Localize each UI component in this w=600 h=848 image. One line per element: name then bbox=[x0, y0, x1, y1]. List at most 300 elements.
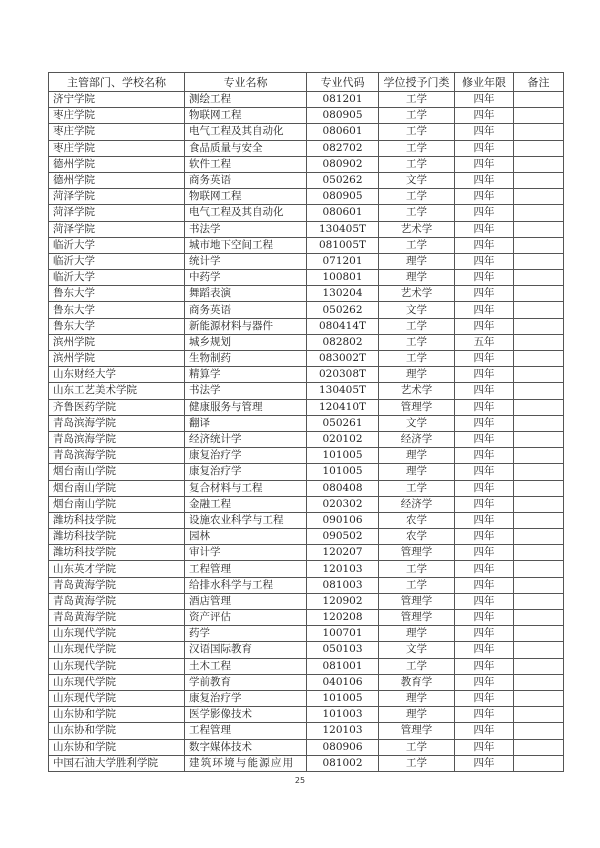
table-row bbox=[49, 124, 564, 140]
cell-duration: 四年 bbox=[455, 172, 514, 188]
cell-code: 081001 bbox=[307, 658, 379, 674]
cell-code: 090106 bbox=[307, 512, 379, 528]
cell-school: 潍坊科技学院 bbox=[49, 512, 185, 528]
table-row bbox=[49, 707, 564, 723]
cell-school: 鲁东大学 bbox=[49, 286, 185, 302]
majors-table bbox=[48, 72, 564, 772]
cell-school: 德州学院 bbox=[49, 156, 185, 172]
cell-notes bbox=[514, 318, 564, 334]
cell-notes bbox=[514, 221, 564, 237]
cell-major: 康复治疗学 bbox=[185, 464, 307, 480]
table-row bbox=[49, 626, 564, 642]
table-row bbox=[49, 448, 564, 464]
cell-major: 精算学 bbox=[185, 367, 307, 383]
cell-notes bbox=[514, 610, 564, 626]
table-row bbox=[49, 286, 564, 302]
cell-major: 舞蹈表演 bbox=[185, 286, 307, 302]
cell-degree: 理学 bbox=[379, 707, 455, 723]
cell-degree: 农学 bbox=[379, 512, 455, 528]
cell-degree: 工学 bbox=[379, 577, 455, 593]
cell-duration: 四年 bbox=[455, 302, 514, 318]
cell-code: 081201 bbox=[307, 92, 379, 108]
cell-notes bbox=[514, 755, 564, 771]
cell-code: 080601 bbox=[307, 205, 379, 221]
cell-duration: 四年 bbox=[455, 253, 514, 269]
cell-school: 临沂大学 bbox=[49, 253, 185, 269]
cell-notes bbox=[514, 367, 564, 383]
cell-school: 山东协和学院 bbox=[49, 707, 185, 723]
cell-notes bbox=[514, 739, 564, 755]
cell-code: 120902 bbox=[307, 593, 379, 609]
cell-school: 潍坊科技学院 bbox=[49, 529, 185, 545]
cell-code: 050261 bbox=[307, 415, 379, 431]
cell-code: 120207 bbox=[307, 545, 379, 561]
cell-degree: 艺术学 bbox=[379, 286, 455, 302]
cell-notes bbox=[514, 496, 564, 512]
cell-degree: 教育学 bbox=[379, 674, 455, 690]
table-row bbox=[49, 658, 564, 674]
cell-code: 020308T bbox=[307, 367, 379, 383]
cell-degree: 工学 bbox=[379, 334, 455, 350]
cell-degree: 工学 bbox=[379, 237, 455, 253]
table-row bbox=[49, 464, 564, 480]
cell-major: 审计学 bbox=[185, 545, 307, 561]
cell-code: 101005 bbox=[307, 464, 379, 480]
cell-code: 040106 bbox=[307, 674, 379, 690]
cell-code: 080414T bbox=[307, 318, 379, 334]
cell-duration: 四年 bbox=[455, 480, 514, 496]
header-major: 专业名称 bbox=[185, 73, 307, 92]
cell-school: 滨州学院 bbox=[49, 334, 185, 350]
cell-notes bbox=[514, 108, 564, 124]
cell-school: 山东现代学院 bbox=[49, 658, 185, 674]
cell-degree: 管理学 bbox=[379, 399, 455, 415]
cell-code: 080906 bbox=[307, 739, 379, 755]
cell-school: 鲁东大学 bbox=[49, 302, 185, 318]
cell-notes bbox=[514, 172, 564, 188]
cell-notes bbox=[514, 674, 564, 690]
cell-school: 烟台南山学院 bbox=[49, 464, 185, 480]
table-row bbox=[49, 561, 564, 577]
table-row bbox=[49, 189, 564, 205]
cell-degree: 理学 bbox=[379, 626, 455, 642]
cell-code: 120410T bbox=[307, 399, 379, 415]
cell-notes bbox=[514, 302, 564, 318]
table-row bbox=[49, 415, 564, 431]
cell-school: 鲁东大学 bbox=[49, 318, 185, 334]
cell-duration: 四年 bbox=[455, 690, 514, 706]
cell-duration: 四年 bbox=[455, 593, 514, 609]
table-header-row bbox=[49, 73, 564, 92]
table-row bbox=[49, 221, 564, 237]
cell-duration: 四年 bbox=[455, 383, 514, 399]
cell-major: 园林 bbox=[185, 529, 307, 545]
cell-duration: 四年 bbox=[455, 270, 514, 286]
cell-code: 101003 bbox=[307, 707, 379, 723]
cell-duration: 四年 bbox=[455, 626, 514, 642]
table-row bbox=[49, 399, 564, 415]
cell-degree: 工学 bbox=[379, 205, 455, 221]
cell-duration: 四年 bbox=[455, 610, 514, 626]
cell-major: 康复治疗学 bbox=[185, 448, 307, 464]
header-code: 专业代码 bbox=[307, 73, 379, 92]
table-row bbox=[49, 593, 564, 609]
cell-duration: 四年 bbox=[455, 156, 514, 172]
table-row bbox=[49, 431, 564, 447]
cell-major: 书法学 bbox=[185, 221, 307, 237]
table-row bbox=[49, 351, 564, 367]
cell-notes bbox=[514, 351, 564, 367]
cell-duration: 四年 bbox=[455, 755, 514, 771]
cell-major: 设施农业科学与工程 bbox=[185, 512, 307, 528]
cell-code: 081005T bbox=[307, 237, 379, 253]
cell-major: 电气工程及其自动化 bbox=[185, 205, 307, 221]
cell-duration: 四年 bbox=[455, 205, 514, 221]
cell-major: 物联网工程 bbox=[185, 108, 307, 124]
cell-notes bbox=[514, 690, 564, 706]
cell-degree: 工学 bbox=[379, 108, 455, 124]
cell-school: 中国石油大学胜利学院 bbox=[49, 755, 185, 771]
cell-degree: 艺术学 bbox=[379, 383, 455, 399]
cell-degree: 理学 bbox=[379, 448, 455, 464]
table-row bbox=[49, 318, 564, 334]
table-row bbox=[49, 496, 564, 512]
cell-school: 烟台南山学院 bbox=[49, 496, 185, 512]
cell-code: 100701 bbox=[307, 626, 379, 642]
cell-code: 080601 bbox=[307, 124, 379, 140]
cell-major: 金融工程 bbox=[185, 496, 307, 512]
cell-school: 青岛滨海学院 bbox=[49, 431, 185, 447]
cell-notes bbox=[514, 512, 564, 528]
cell-school: 临沂大学 bbox=[49, 270, 185, 286]
table-row bbox=[49, 577, 564, 593]
cell-degree: 工学 bbox=[379, 351, 455, 367]
cell-notes bbox=[514, 286, 564, 302]
cell-duration: 四年 bbox=[455, 189, 514, 205]
cell-school: 青岛黄海学院 bbox=[49, 593, 185, 609]
table-row bbox=[49, 512, 564, 528]
cell-degree: 理学 bbox=[379, 270, 455, 286]
cell-major: 给排水科学与工程 bbox=[185, 577, 307, 593]
cell-degree: 工学 bbox=[379, 658, 455, 674]
cell-major: 建筑环境与能源应用 bbox=[185, 755, 307, 771]
cell-school: 菏泽学院 bbox=[49, 189, 185, 205]
cell-major: 工程管理 bbox=[185, 561, 307, 577]
cell-notes bbox=[514, 237, 564, 253]
cell-notes bbox=[514, 205, 564, 221]
cell-duration: 四年 bbox=[455, 512, 514, 528]
cell-degree: 农学 bbox=[379, 529, 455, 545]
table-row bbox=[49, 92, 564, 108]
cell-school: 山东现代学院 bbox=[49, 642, 185, 658]
cell-code: 090502 bbox=[307, 529, 379, 545]
table-row bbox=[49, 480, 564, 496]
cell-school: 枣庄学院 bbox=[49, 108, 185, 124]
cell-code: 120103 bbox=[307, 561, 379, 577]
cell-notes bbox=[514, 448, 564, 464]
header-notes: 备注 bbox=[514, 73, 564, 92]
cell-notes bbox=[514, 464, 564, 480]
cell-notes bbox=[514, 626, 564, 642]
cell-code: 050262 bbox=[307, 172, 379, 188]
cell-school: 山东现代学院 bbox=[49, 626, 185, 642]
cell-major: 医学影像技术 bbox=[185, 707, 307, 723]
cell-duration: 四年 bbox=[455, 399, 514, 415]
cell-degree: 理学 bbox=[379, 253, 455, 269]
cell-code: 120103 bbox=[307, 723, 379, 739]
table-row bbox=[49, 383, 564, 399]
cell-notes bbox=[514, 707, 564, 723]
cell-major: 复合材料与工程 bbox=[185, 480, 307, 496]
cell-code: 130405T bbox=[307, 221, 379, 237]
cell-school: 枣庄学院 bbox=[49, 124, 185, 140]
cell-major: 商务英语 bbox=[185, 302, 307, 318]
cell-major: 健康服务与管理 bbox=[185, 399, 307, 415]
cell-major: 康复治疗学 bbox=[185, 690, 307, 706]
cell-code: 080408 bbox=[307, 480, 379, 496]
header-school: 主管部门、学校名称 bbox=[49, 73, 185, 92]
cell-code: 020102 bbox=[307, 431, 379, 447]
cell-school: 青岛黄海学院 bbox=[49, 610, 185, 626]
cell-notes bbox=[514, 593, 564, 609]
cell-school: 临沂大学 bbox=[49, 237, 185, 253]
cell-code: 101005 bbox=[307, 448, 379, 464]
cell-notes bbox=[514, 92, 564, 108]
cell-code: 050103 bbox=[307, 642, 379, 658]
cell-school: 山东财经大学 bbox=[49, 367, 185, 383]
cell-degree: 艺术学 bbox=[379, 221, 455, 237]
cell-degree: 工学 bbox=[379, 189, 455, 205]
cell-degree: 管理学 bbox=[379, 610, 455, 626]
cell-degree: 工学 bbox=[379, 156, 455, 172]
cell-code: 082802 bbox=[307, 334, 379, 350]
cell-school: 齐鲁医药学院 bbox=[49, 399, 185, 415]
cell-notes bbox=[514, 189, 564, 205]
cell-code: 081003 bbox=[307, 577, 379, 593]
cell-major: 商务英语 bbox=[185, 172, 307, 188]
cell-school: 烟台南山学院 bbox=[49, 480, 185, 496]
cell-notes bbox=[514, 577, 564, 593]
table-row bbox=[49, 270, 564, 286]
cell-duration: 四年 bbox=[455, 496, 514, 512]
cell-code: 130204 bbox=[307, 286, 379, 302]
table-row bbox=[49, 367, 564, 383]
cell-duration: 四年 bbox=[455, 561, 514, 577]
cell-notes bbox=[514, 383, 564, 399]
cell-school: 菏泽学院 bbox=[49, 205, 185, 221]
cell-degree: 管理学 bbox=[379, 593, 455, 609]
cell-notes bbox=[514, 529, 564, 545]
cell-duration: 四年 bbox=[455, 431, 514, 447]
cell-degree: 工学 bbox=[379, 739, 455, 755]
cell-major: 电气工程及其自动化 bbox=[185, 124, 307, 140]
cell-degree: 文学 bbox=[379, 415, 455, 431]
cell-notes bbox=[514, 723, 564, 739]
cell-school: 潍坊科技学院 bbox=[49, 545, 185, 561]
cell-degree: 工学 bbox=[379, 140, 455, 156]
cell-duration: 四年 bbox=[455, 545, 514, 561]
cell-duration: 四年 bbox=[455, 351, 514, 367]
cell-major: 中药学 bbox=[185, 270, 307, 286]
cell-major: 土木工程 bbox=[185, 658, 307, 674]
cell-code: 050262 bbox=[307, 302, 379, 318]
table-row bbox=[49, 755, 564, 771]
cell-notes bbox=[514, 545, 564, 561]
cell-duration: 四年 bbox=[455, 674, 514, 690]
cell-major: 学前教育 bbox=[185, 674, 307, 690]
cell-major: 药学 bbox=[185, 626, 307, 642]
cell-school: 山东现代学院 bbox=[49, 674, 185, 690]
cell-code: 120208 bbox=[307, 610, 379, 626]
cell-duration: 四年 bbox=[455, 237, 514, 253]
cell-school: 山东现代学院 bbox=[49, 690, 185, 706]
cell-degree: 工学 bbox=[379, 92, 455, 108]
cell-major: 统计学 bbox=[185, 253, 307, 269]
cell-duration: 四年 bbox=[455, 739, 514, 755]
cell-degree: 文学 bbox=[379, 302, 455, 318]
cell-school: 济宁学院 bbox=[49, 92, 185, 108]
cell-code: 020302 bbox=[307, 496, 379, 512]
table-row bbox=[49, 642, 564, 658]
cell-major: 测绘工程 bbox=[185, 92, 307, 108]
table-row bbox=[49, 529, 564, 545]
cell-notes bbox=[514, 253, 564, 269]
cell-degree: 理学 bbox=[379, 690, 455, 706]
cell-duration: 四年 bbox=[455, 723, 514, 739]
cell-duration: 四年 bbox=[455, 529, 514, 545]
cell-duration: 四年 bbox=[455, 642, 514, 658]
cell-school: 青岛滨海学院 bbox=[49, 415, 185, 431]
cell-duration: 四年 bbox=[455, 140, 514, 156]
cell-code: 130405T bbox=[307, 383, 379, 399]
cell-code: 071201 bbox=[307, 253, 379, 269]
cell-notes bbox=[514, 156, 564, 172]
table-body bbox=[49, 92, 564, 772]
cell-school: 菏泽学院 bbox=[49, 221, 185, 237]
cell-major: 翻译 bbox=[185, 415, 307, 431]
cell-degree: 文学 bbox=[379, 172, 455, 188]
table-row bbox=[49, 723, 564, 739]
cell-major: 经济统计学 bbox=[185, 431, 307, 447]
cell-notes bbox=[514, 124, 564, 140]
header-duration: 修业年限 bbox=[455, 73, 514, 92]
table-row bbox=[49, 205, 564, 221]
cell-school: 枣庄学院 bbox=[49, 140, 185, 156]
table-row bbox=[49, 545, 564, 561]
cell-duration: 四年 bbox=[455, 92, 514, 108]
cell-duration: 四年 bbox=[455, 415, 514, 431]
table-row bbox=[49, 253, 564, 269]
cell-major: 新能源材料与器件 bbox=[185, 318, 307, 334]
cell-degree: 文学 bbox=[379, 642, 455, 658]
table-row bbox=[49, 674, 564, 690]
cell-major: 资产评估 bbox=[185, 610, 307, 626]
cell-duration: 四年 bbox=[455, 658, 514, 674]
cell-code: 082702 bbox=[307, 140, 379, 156]
cell-notes bbox=[514, 658, 564, 674]
cell-duration: 四年 bbox=[455, 464, 514, 480]
cell-school: 滨州学院 bbox=[49, 351, 185, 367]
cell-notes bbox=[514, 140, 564, 156]
header-degree: 学位授予门类 bbox=[379, 73, 455, 92]
cell-school: 山东协和学院 bbox=[49, 723, 185, 739]
cell-degree: 管理学 bbox=[379, 545, 455, 561]
cell-major: 工程管理 bbox=[185, 723, 307, 739]
table-row bbox=[49, 610, 564, 626]
cell-duration: 四年 bbox=[455, 318, 514, 334]
cell-duration: 四年 bbox=[455, 707, 514, 723]
cell-major: 书法学 bbox=[185, 383, 307, 399]
cell-major: 数字媒体技术 bbox=[185, 739, 307, 755]
cell-major: 城乡规划 bbox=[185, 334, 307, 350]
cell-duration: 四年 bbox=[455, 367, 514, 383]
cell-notes bbox=[514, 480, 564, 496]
cell-degree: 经济学 bbox=[379, 496, 455, 512]
cell-code: 080905 bbox=[307, 189, 379, 205]
cell-school: 德州学院 bbox=[49, 172, 185, 188]
cell-degree: 工学 bbox=[379, 755, 455, 771]
cell-major: 汉语国际教育 bbox=[185, 642, 307, 658]
cell-degree: 理学 bbox=[379, 464, 455, 480]
cell-notes bbox=[514, 431, 564, 447]
cell-notes bbox=[514, 415, 564, 431]
cell-code: 081002 bbox=[307, 755, 379, 771]
table-row bbox=[49, 140, 564, 156]
cell-school: 青岛黄海学院 bbox=[49, 577, 185, 593]
cell-degree: 理学 bbox=[379, 367, 455, 383]
cell-school: 山东工艺美术学院 bbox=[49, 383, 185, 399]
cell-school: 青岛滨海学院 bbox=[49, 448, 185, 464]
cell-degree: 管理学 bbox=[379, 723, 455, 739]
cell-major: 酒店管理 bbox=[185, 593, 307, 609]
cell-degree: 工学 bbox=[379, 480, 455, 496]
table-row bbox=[49, 334, 564, 350]
cell-code: 080905 bbox=[307, 108, 379, 124]
table-row bbox=[49, 172, 564, 188]
cell-notes bbox=[514, 270, 564, 286]
cell-degree: 经济学 bbox=[379, 431, 455, 447]
cell-notes bbox=[514, 642, 564, 658]
cell-degree: 工学 bbox=[379, 124, 455, 140]
cell-major: 软件工程 bbox=[185, 156, 307, 172]
cell-duration: 四年 bbox=[455, 124, 514, 140]
table-row bbox=[49, 302, 564, 318]
cell-school: 山东英才学院 bbox=[49, 561, 185, 577]
cell-duration: 四年 bbox=[455, 286, 514, 302]
cell-notes bbox=[514, 561, 564, 577]
table-row bbox=[49, 156, 564, 172]
cell-major: 生物制药 bbox=[185, 351, 307, 367]
cell-code: 080902 bbox=[307, 156, 379, 172]
table-row bbox=[49, 739, 564, 755]
page-number: 25 bbox=[294, 776, 306, 785]
cell-duration: 四年 bbox=[455, 221, 514, 237]
cell-degree: 工学 bbox=[379, 318, 455, 334]
cell-duration: 四年 bbox=[455, 448, 514, 464]
cell-notes bbox=[514, 334, 564, 350]
cell-code: 101005 bbox=[307, 690, 379, 706]
cell-degree: 工学 bbox=[379, 561, 455, 577]
cell-duration: 五年 bbox=[455, 334, 514, 350]
cell-major: 食品质量与安全 bbox=[185, 140, 307, 156]
cell-duration: 四年 bbox=[455, 577, 514, 593]
cell-school: 山东协和学院 bbox=[49, 739, 185, 755]
cell-major: 物联网工程 bbox=[185, 189, 307, 205]
table-row bbox=[49, 690, 564, 706]
cell-major: 城市地下空间工程 bbox=[185, 237, 307, 253]
cell-notes bbox=[514, 399, 564, 415]
cell-duration: 四年 bbox=[455, 108, 514, 124]
